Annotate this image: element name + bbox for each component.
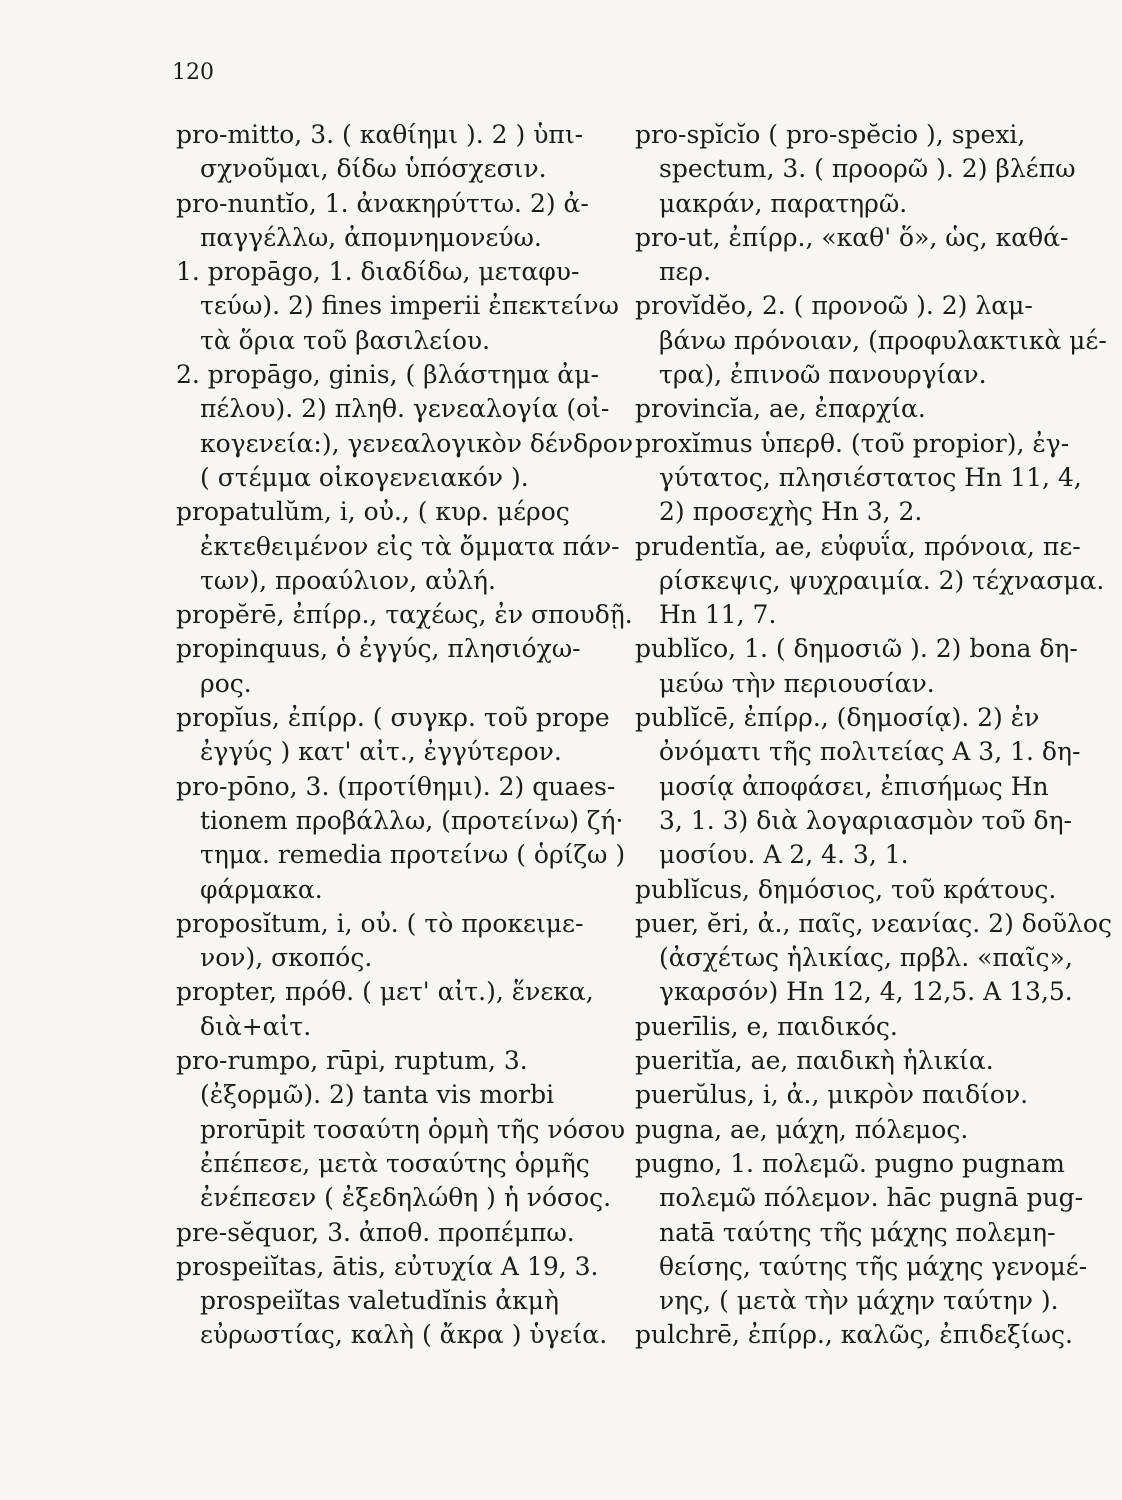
entry-continuation-line: πολεμῶ πόλεμον. hāc pugnā pug- xyxy=(659,1183,1084,1213)
entry-continuation-line: 2) προσεχὴς Hn 3, 2. xyxy=(659,497,923,527)
entry-headword-line: puer, ĕri, ἀ., παῖς, νεανίας. 2) δοῦλος xyxy=(635,908,1112,938)
entry-continuation-line: θείσης, ταύτης τῆς μάχης γενομέ- xyxy=(659,1251,1088,1281)
entry-headword-line: 1. propāgo, 1. διαδίδω, μεταφυ- xyxy=(176,257,580,287)
entry-continuation-line: φάρμακα. xyxy=(200,874,323,904)
page-number: 120 xyxy=(172,60,214,85)
entry-continuation-line: prorūpit τοσαύτη ὁρμὴ τῆς νόσου xyxy=(200,1114,626,1144)
entry-continuation-line: ρος. xyxy=(200,668,252,698)
entry-headword-line: pro-mitto, 3. ( καθίημι ). 2 ) ὑπι- xyxy=(176,120,584,149)
entry-continuation-line: ἐπέπεσε, μετὰ τοσαύτης ὁρμῆς xyxy=(200,1148,590,1178)
entry-continuation-line: σχνοῦμαι, δίδω ὑπόσχεσιν. xyxy=(200,154,547,184)
entry-headword-line: pro-ut, ἐπίρρ., «καθ' ὅ», ὡς, καθά- xyxy=(635,222,1069,252)
entry-headword-line: pro-spĭcĭo ( pro-spĕcio ), spexi, xyxy=(635,120,1026,149)
entry-continuation-line: νης, ( μετὰ τὴν μάχην ταύτην ). xyxy=(659,1286,1059,1316)
entry-continuation-line: spectum, 3. ( προορῶ ). 2) βλέπω xyxy=(659,154,1076,184)
entry-continuation-line: νον), σκοπός. xyxy=(200,943,373,973)
entry-continuation-line: γύτατος, πλησιέστατος Hn 11, 4, xyxy=(659,462,1082,492)
entry-continuation-line: τρα), ἐπινοῶ πανουργίαν. xyxy=(659,360,987,390)
entry-headword-line: pugno, 1. πολεμῶ. pugno pugnam xyxy=(635,1148,1065,1178)
entry-continuation-line: μεύω τὴν περιουσίαν. xyxy=(659,668,935,698)
entry-headword-line: prospeiĭtas, ātis, εὐτυχία A 19, 3. xyxy=(176,1251,599,1281)
entry-continuation-line: περ. xyxy=(659,257,712,287)
entry-headword-line: proxĭmus ὑπερθ. (τοῦ propior), ἐγ- xyxy=(635,428,1070,458)
entry-headword-line: propter, πρόθ. ( μετ' αἰτ.), ἕνεκα, xyxy=(176,977,594,1007)
entry-continuation-line: (ἐξορμῶ). 2) tanta vis morbi xyxy=(200,1080,555,1110)
entry-continuation-line: πέλου). 2) πληθ. γενεαλογία (οἰ- xyxy=(200,394,610,424)
entry-headword-line: pro-rumpo, rūpi, ruptum, 3. xyxy=(176,1046,528,1076)
entry-headword-line: propatulŭm, i, οὐ., ( κυρ. μέρος xyxy=(176,497,570,527)
entry-headword-line: pre-sĕquor, 3. ἀποθ. προπέμπω. xyxy=(176,1217,575,1247)
entry-continuation-line: διὰ+αἰτ. xyxy=(200,1011,312,1041)
entry-continuation-line: τεύω). 2) fines imperii ἐπεκτείνω xyxy=(200,291,619,321)
entry-headword-line: propĭus, ἐπίρρ. ( συγκρ. τοῦ prope xyxy=(176,703,610,733)
entry-headword-line: proposĭtum, i, οὐ. ( τὸ προκειμε- xyxy=(176,908,584,938)
left-column xyxy=(176,118,634,1353)
entry-headword-line: provĭdĕo, 2. ( προνοῶ ). 2) λαμ- xyxy=(635,291,1033,321)
entry-continuation-line: ἐκτεθειμένον εἰς τὰ ὄμματα πάν- xyxy=(200,531,620,561)
entry-continuation-line: βάνω πρόνοιαν, (προφυλακτικὰ μέ- xyxy=(659,325,1107,355)
entry-continuation-line: tionem προβάλλω, (προτείνω) ζή· xyxy=(200,805,624,835)
entry-headword-line: publĭco, 1. ( δημοσιῶ ). 2) bona δη- xyxy=(635,634,1078,664)
entry-continuation-line: εὐρωστίας, καλὴ ( ἄκρα ) ὑγεία. xyxy=(200,1320,608,1350)
entry-continuation-line: ( στέμμα οἰκογενειακόν ). xyxy=(200,462,529,492)
entry-continuation-line: 3, 1. 3) διὰ λογαριασμὸν τοῦ δη- xyxy=(659,805,1073,835)
entry-continuation-line: γκαρσόν) Hn 12, 4, 12,5. A 13,5. xyxy=(659,977,1073,1007)
entry-continuation-line: τημα. remedia προτείνω ( ὁρίζω ) xyxy=(200,840,626,870)
entry-headword-line: publĭcus, δημόσιος, τοῦ κράτους. xyxy=(635,874,1057,904)
entry-continuation-line: παγγέλλω, ἀπομνημονεύω. xyxy=(200,222,542,252)
entry-continuation-line: prospeiĭtas valetudĭnis ἀκμὴ xyxy=(200,1286,559,1316)
entry-headword-line: propinquus, ὁ ἐγγύς, πλησιόχω- xyxy=(176,634,581,664)
entry-continuation-line: μοσίᾳ ἀποφάσει, ἐπισήμως Hn xyxy=(659,771,1049,801)
entry-continuation-line: ρίσκεψις, ψυχραιμία. 2) τέχνασμα. xyxy=(659,565,1105,595)
entry-continuation-line: Hn 11, 7. xyxy=(659,600,777,630)
entry-headword-line: pueritĭa, ae, παιδικὴ ἡλικία. xyxy=(635,1046,994,1076)
entry-continuation-line: μοσίου. A 2, 4. 3, 1. xyxy=(659,840,909,870)
entry-continuation-line: κογενεία:), γενεαλογικὸν δένδρον xyxy=(200,428,634,458)
entry-headword-line: pro-nuntĭo, 1. ἀνακηρύττω. 2) ἀ- xyxy=(176,188,589,218)
entry-headword-line: puerīlis, e, παιδικός. xyxy=(635,1011,898,1041)
entry-headword-line: 2. propāgo, ginis, ( βλάστημα ἀμ- xyxy=(176,360,599,390)
entry-continuation-line: ὀνόματι τῆς πολιτείας A 3, 1. δη- xyxy=(659,737,1081,767)
right-column xyxy=(635,118,1112,1353)
entry-headword-line: publĭcē, ἐπίρρ., (δημοσίᾳ). 2) ἐν xyxy=(635,703,1040,733)
entry-headword-line: propĕrē, ἐπίρρ., ταχέως, ἐν σπουδῇ. xyxy=(176,600,633,630)
entry-headword-line: puerŭlus, i, ἀ., μικρὸν παιδίον. xyxy=(635,1080,1029,1110)
entry-headword-line: pugna, ae, μάχη, πόλεμος. xyxy=(635,1114,969,1144)
entry-continuation-line: ἐγγύς ) κατ' αἰτ., ἐγγύτερον. xyxy=(200,737,562,767)
entry-headword-line: prudentĭa, ae, εὐφυΐα, πρόνοια, πε- xyxy=(635,531,1081,561)
entry-continuation-line: ἐνέπεσεν ( ἐξεδηλώθη ) ἡ νόσος. xyxy=(200,1183,612,1213)
entry-continuation-line: μακράν, παρατηρῶ. xyxy=(659,188,908,218)
entry-headword-line: pulchrē, ἐπίρρ., καλῶς, ἐπιδεξίως. xyxy=(635,1320,1073,1350)
entry-continuation-line: (ἀσχέτως ἡλικίας, πρβλ. «παῖς», xyxy=(659,943,1073,973)
entry-continuation-line: natā ταύτης τῆς μάχης πολεμη- xyxy=(659,1217,1056,1247)
entry-headword-line: pro-pōno, 3. (προτίθημι). 2) quaes- xyxy=(176,771,616,801)
entry-headword-line: provincĭa, ae, ἐπαρχία. xyxy=(635,394,926,424)
entry-continuation-line: τὰ ὅρια τοῦ βασιλείου. xyxy=(200,325,491,355)
entry-continuation-line: των), προαύλιον, αὐλή. xyxy=(200,565,496,595)
